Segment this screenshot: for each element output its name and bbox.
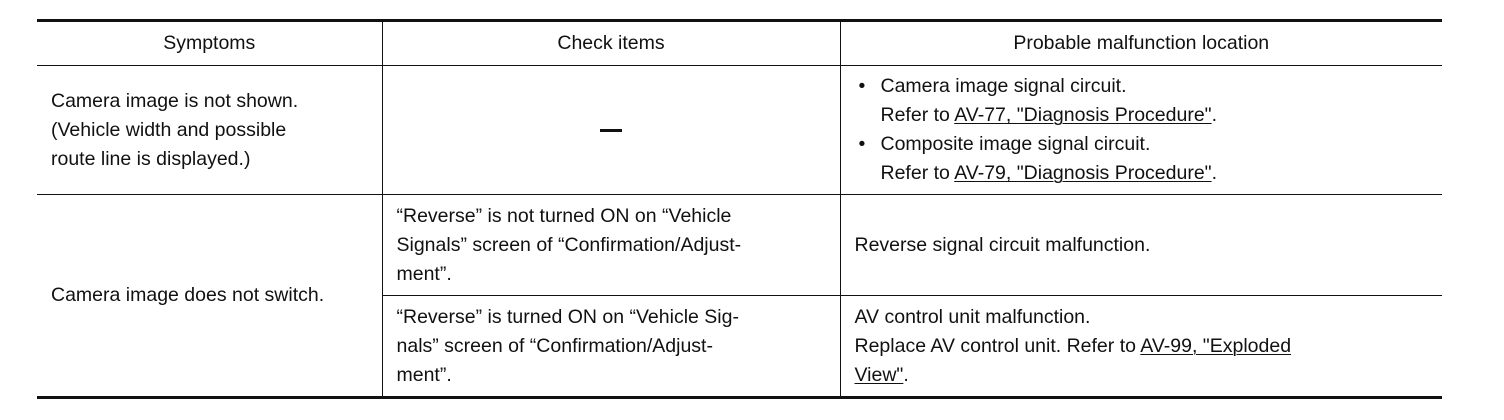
symptom-cell: Camera image does not switch. (37, 195, 382, 398)
location-cell (840, 296, 1442, 398)
location-bullet-item (855, 130, 1443, 188)
check-line: “Reverse” is not turned ON on “Vehicle (396, 204, 732, 227)
location-cell: Reverse signal circuit malfunction. (840, 195, 1442, 296)
refer-line (881, 101, 1443, 130)
location-text: Composite image signal circuit. (880, 133, 1151, 155)
refer-line (855, 332, 1443, 361)
refer-prefix: Refer to (880, 104, 955, 126)
location-text: AV control unit malfunction. (854, 305, 1091, 328)
refer-line (855, 361, 1443, 390)
header-probable-location: Probable malfunction location (840, 21, 1442, 66)
check-line: ment”. (396, 262, 452, 285)
symptom-line: (Vehicle width and possible (51, 118, 287, 141)
refer-prefix: Refer to (880, 162, 955, 184)
bullet-glyph: • (858, 75, 866, 97)
check-line: ment”. (396, 363, 452, 386)
refer-suffix: . (903, 363, 909, 386)
refer-suffix: . (1211, 104, 1218, 126)
header-check-items: Check items (382, 21, 840, 66)
location-bullet-item (855, 72, 1443, 130)
reference-link-continued[interactable]: View" (854, 363, 904, 386)
location-cell (840, 66, 1442, 195)
check-line: Signals” screen of “Confirmation/Adjust- (396, 233, 742, 256)
table-row (37, 66, 1442, 195)
check-cell (382, 195, 840, 296)
header-symptoms: Symptoms (37, 21, 382, 66)
symptom-line: route line is displayed.) (51, 147, 251, 170)
refer-prefix: Replace AV control unit. Refer to (854, 334, 1141, 357)
symptom-cell (37, 66, 382, 195)
reference-link[interactable]: AV-79, "Diagnosis Procedure" (954, 162, 1212, 184)
refer-suffix: . (1211, 162, 1218, 184)
check-line: “Reverse” is turned ON on “Vehicle Sig- (396, 305, 739, 328)
check-cell (382, 296, 840, 398)
reference-link[interactable]: AV-77, "Diagnosis Procedure" (954, 104, 1212, 126)
bullet-glyph: • (858, 133, 866, 155)
diagnosis-table (37, 19, 1442, 399)
reference-link[interactable]: AV-99, "Exploded (1140, 334, 1292, 357)
check-line: nals” screen of “Confirmation/Adjust- (396, 334, 713, 357)
refer-line (881, 159, 1443, 188)
not-applicable-dash (600, 129, 622, 132)
location-text: Camera image signal circuit. (880, 75, 1127, 97)
header-row (37, 21, 1442, 66)
check-cell (382, 66, 840, 195)
symptom-line: Camera image is not shown. (51, 89, 299, 112)
table-row (37, 195, 1442, 296)
